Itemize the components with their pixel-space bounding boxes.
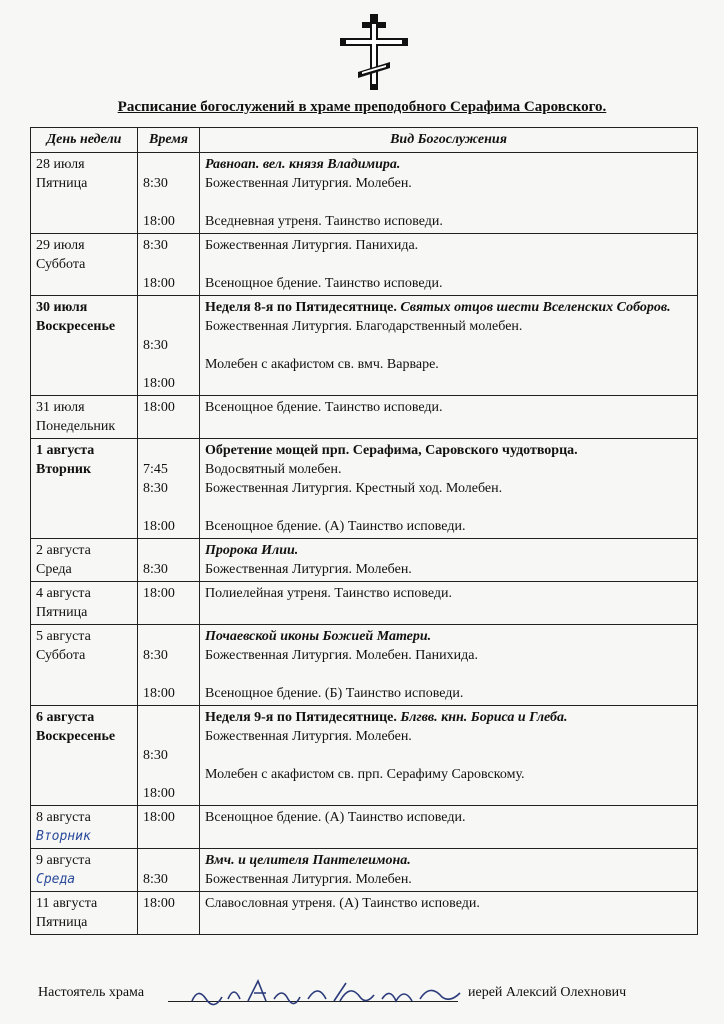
service-cell — [200, 153, 698, 234]
table-row — [31, 539, 698, 582]
table-row — [31, 806, 698, 849]
time-cell — [138, 849, 200, 892]
date-text: 5 августа — [36, 629, 91, 644]
day-cell — [31, 296, 138, 396]
service-text: Божественная Литургия. Молебен. — [205, 176, 412, 191]
service-cell — [200, 892, 698, 935]
feast-italic: Святых отцов шести Вселенских Соборов. — [396, 300, 671, 315]
time-cell — [138, 396, 200, 439]
weekday-text: Воскресенье — [36, 729, 116, 744]
service-time: 8:30 — [143, 238, 168, 253]
feast-italic: Блгвв. кнн. Бориса и Глеба. — [396, 710, 568, 725]
service-text: Божественная Литургия. Благодарственный молебен. — [205, 319, 523, 334]
feast-title — [205, 298, 692, 317]
service-time: 8:30 — [143, 748, 168, 763]
service-cell — [200, 439, 698, 539]
service-text: Всенощное бдение. Таинство исповеди. — [205, 400, 443, 415]
day-cell — [31, 539, 138, 582]
feast-main: Неделя 8-я по Пятидесятнице. — [205, 300, 397, 315]
column-header-day: День недели — [31, 128, 138, 153]
feast-main: Вмч. и целителя Пантелеимона. — [205, 853, 411, 868]
time-cell — [138, 439, 200, 539]
page-title: Расписание богослужений в храме преподобного Серафима Саровского. — [117, 99, 607, 115]
service-time: 18:00 — [143, 686, 175, 701]
service-time: 18:00 — [143, 896, 175, 911]
table-row — [31, 296, 698, 396]
weekday-text: Понедельник — [36, 419, 116, 434]
date-text: 9 августа — [36, 853, 91, 868]
service-text: Всенощное бдение. Таинство исповеди. — [205, 276, 443, 291]
service-text: Всенощное бдение. (А) Таинство исповеди. — [205, 519, 466, 534]
day-cell — [31, 396, 138, 439]
day-cell — [31, 806, 138, 849]
table-row — [31, 439, 698, 539]
feast-title — [205, 708, 692, 727]
table-row — [31, 706, 698, 806]
service-text: Всенощное бдение. (Б) Таинство исповеди. — [205, 686, 464, 701]
feast-title — [205, 851, 692, 870]
date-text: 11 августа — [36, 896, 98, 911]
time-cell — [138, 153, 200, 234]
handwritten-weekday: Среда — [36, 872, 76, 887]
weekday-text: Пятница — [36, 915, 88, 930]
table-row — [31, 234, 698, 296]
service-text: Славословная утреня. (А) Таинство исповеди. — [205, 896, 480, 911]
date-text: 30 июля — [36, 300, 88, 315]
day-cell — [31, 582, 138, 625]
schedule-table — [30, 127, 698, 935]
service-cell — [200, 849, 698, 892]
weekday-text: Пятница — [36, 605, 88, 620]
feast-main: Неделя 9-я по Пятидесятнице. — [205, 710, 397, 725]
weekday-text: Воскресенье — [36, 319, 116, 334]
service-cell — [200, 706, 698, 806]
service-text: Всенощное бдение. (А) Таинство исповеди. — [205, 810, 466, 825]
weekday-text: Вторник — [36, 462, 92, 477]
service-time: 18:00 — [143, 400, 175, 415]
service-cell — [200, 806, 698, 849]
service-time: 18:00 — [143, 276, 175, 291]
service-text: Божественная Литургия. Крестный ход. Молебен. — [205, 481, 503, 496]
table-row — [31, 849, 698, 892]
time-cell — [138, 296, 200, 396]
service-text: Божественная Литургия. Молебен. — [205, 872, 412, 887]
feast-main: Обретение мощей прп. Серафима, Саровского чудотворца. — [205, 443, 578, 458]
day-cell — [31, 153, 138, 234]
day-cell — [31, 439, 138, 539]
service-text: Молебен с акафистом св. вмч. Варваре. — [205, 357, 439, 372]
weekday-text: Суббота — [36, 257, 86, 272]
service-time: 18:00 — [143, 586, 175, 601]
service-text: Полиелейная утреня. Таинство исповеди. — [205, 586, 453, 601]
time-cell — [138, 625, 200, 706]
service-time: 18:00 — [143, 519, 175, 534]
day-cell — [31, 706, 138, 806]
handwritten-weekday: Вторник — [36, 829, 91, 844]
service-time: 8:30 — [143, 648, 168, 663]
feast-title — [205, 541, 692, 560]
service-time: 18:00 — [143, 376, 175, 391]
service-time: 18:00 — [143, 786, 175, 801]
day-cell — [31, 892, 138, 935]
service-time: 7:45 — [143, 462, 168, 477]
table-header-row — [31, 128, 698, 153]
service-cell — [200, 296, 698, 396]
signatory-name: иерей Алексий Олехнович — [468, 985, 627, 1000]
date-text: 2 августа — [36, 543, 91, 558]
service-time: 18:00 — [143, 214, 175, 229]
feast-main: Почаевской иконы Божией Матери. — [205, 629, 432, 644]
service-time: 8:30 — [143, 872, 168, 887]
date-text: 1 августа — [36, 443, 95, 458]
day-cell — [31, 625, 138, 706]
table-row — [31, 582, 698, 625]
service-text: Молебен с акафистом св. прп. Серафиму Саровскому. — [205, 767, 525, 782]
weekday-text: Суббота — [36, 648, 86, 663]
feast-title — [205, 627, 692, 646]
column-header-service: Вид Богослужения — [200, 128, 698, 153]
service-text: Водосвятный молебен. — [205, 462, 342, 477]
service-cell — [200, 539, 698, 582]
date-text: 29 июля — [36, 238, 85, 253]
service-text: Божественная Литургия. Молебен. — [205, 729, 412, 744]
service-text: Божественная Литургия. Молебен. Панихида. — [205, 648, 478, 663]
feast-main: Равноап. вел. князя Владимира. — [205, 157, 401, 172]
day-cell — [31, 849, 138, 892]
column-header-time: Время — [138, 128, 200, 153]
service-cell — [200, 625, 698, 706]
time-cell — [138, 234, 200, 296]
weekday-text: Среда — [36, 562, 72, 577]
table-row — [31, 625, 698, 706]
service-text: Божественная Литургия. Панихида. — [205, 238, 419, 253]
service-time: 8:30 — [143, 481, 168, 496]
time-cell — [138, 806, 200, 849]
weekday-text: Пятница — [36, 176, 88, 191]
footer-label: Настоятель храма — [38, 985, 145, 1000]
time-cell — [138, 892, 200, 935]
table-row — [31, 153, 698, 234]
service-time: 8:30 — [143, 562, 168, 577]
table-row — [31, 892, 698, 935]
time-cell — [138, 582, 200, 625]
date-text: 31 июля — [36, 400, 85, 415]
table-row — [31, 396, 698, 439]
service-cell — [200, 396, 698, 439]
date-text: 6 августа — [36, 710, 95, 725]
service-text: Божественная Литургия. Молебен. — [205, 562, 412, 577]
service-time: 8:30 — [143, 338, 168, 353]
service-cell — [200, 582, 698, 625]
service-cell — [200, 234, 698, 296]
date-text: 4 августа — [36, 586, 91, 601]
date-text: 28 июля — [36, 157, 85, 172]
service-text: Вседневная утреня. Таинство исповеди. — [205, 214, 443, 229]
service-time: 8:30 — [143, 176, 168, 191]
orthodox-cross-icon — [338, 14, 410, 90]
service-time: 18:00 — [143, 810, 175, 825]
feast-main: Пророка Илии. — [205, 543, 299, 558]
feast-title — [205, 441, 692, 460]
time-cell — [138, 706, 200, 806]
date-text: 8 августа — [36, 810, 91, 825]
time-cell — [138, 539, 200, 582]
handwritten-signature — [188, 977, 468, 1009]
day-cell — [31, 234, 138, 296]
feast-title — [205, 155, 692, 174]
